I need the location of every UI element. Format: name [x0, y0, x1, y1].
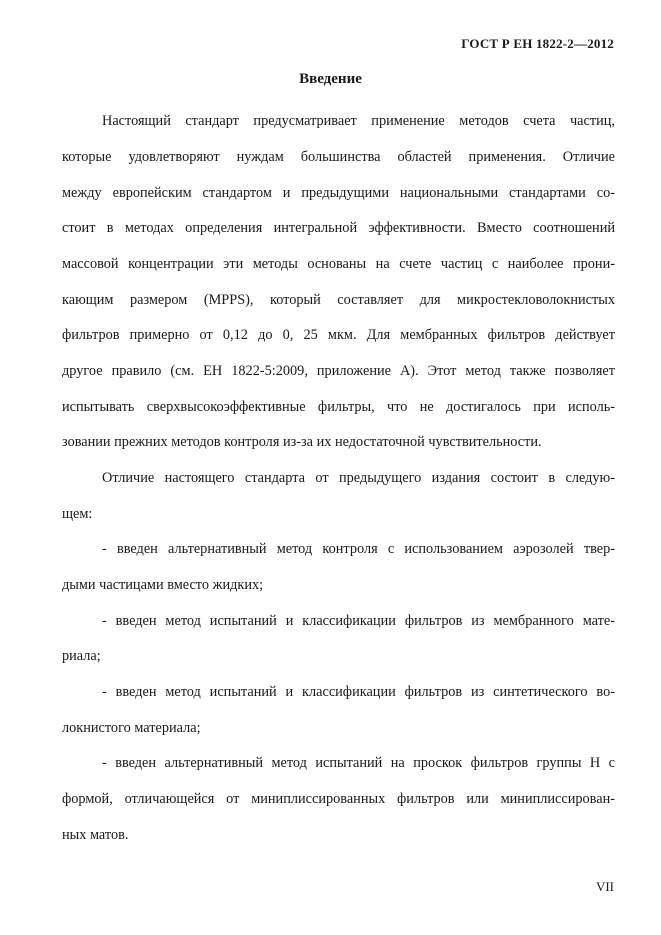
page-title: Введение — [299, 71, 362, 87]
list-item-line: дыми частицами вместо жидких; — [62, 577, 264, 593]
body-line: которые удовлетворяют нуждам большинства областей применения. Отличие — [62, 149, 615, 165]
body-line: массовой концентрации эти методы основаны на счете частиц с наиболее прони- — [62, 256, 615, 272]
body-line: испытывать сверхвысокоэффективные фильтры, что не достигалось при исполь- — [62, 399, 615, 415]
list-item-line: - введен метод испытаний и классификации фильтров из синтетического во- — [102, 684, 615, 700]
list-item-line: формой, отличающейся от миниплиссированных фильтров или миниплиссирован- — [62, 791, 615, 807]
body-line: Отличие настоящего стандарта от предыдущего издания состоит в следую- — [102, 470, 615, 486]
body-line: щем: — [62, 506, 93, 522]
list-item-line: - введен альтернативный метод испытаний на проскок фильтров группы Н с — [102, 755, 615, 771]
body-line: между европейским стандартом и предыдущими национальными стандартами со- — [62, 185, 615, 201]
body-line: Настоящий стандарт предусматривает применение методов счета частиц, — [102, 113, 615, 129]
page-number: VII — [595, 879, 614, 894]
document-header-code: ГОСТ Р ЕН 1822-2—2012 — [461, 36, 614, 51]
body-line: зовании прежних методов контроля из-за их недостаточной чувствительности. — [62, 434, 542, 450]
body-line: стоит в методах определения интегральной эффективности. Вместо соотношений — [62, 220, 615, 236]
list-item-line: ных матов. — [62, 827, 129, 843]
list-item-line: риала; — [62, 648, 101, 664]
body-line: фильтров примерно от 0,12 до 0, 25 мкм. Для мембранных фильтров действует — [62, 327, 615, 343]
body-line: другое правило (см. ЕН 1822-5:2009, приложение А). Этот метод также позволяет — [62, 363, 615, 379]
body-line: кающим размером (MPPS), который составляет для микростекловолокнистых — [62, 292, 615, 308]
list-item-line: - введен метод испытаний и классификации фильтров из мембранного мате- — [102, 613, 615, 629]
list-item-line: - введен альтернативный метод контроля с использованием аэрозолей твер- — [102, 541, 615, 557]
list-item-line: локнистого материала; — [62, 720, 201, 736]
